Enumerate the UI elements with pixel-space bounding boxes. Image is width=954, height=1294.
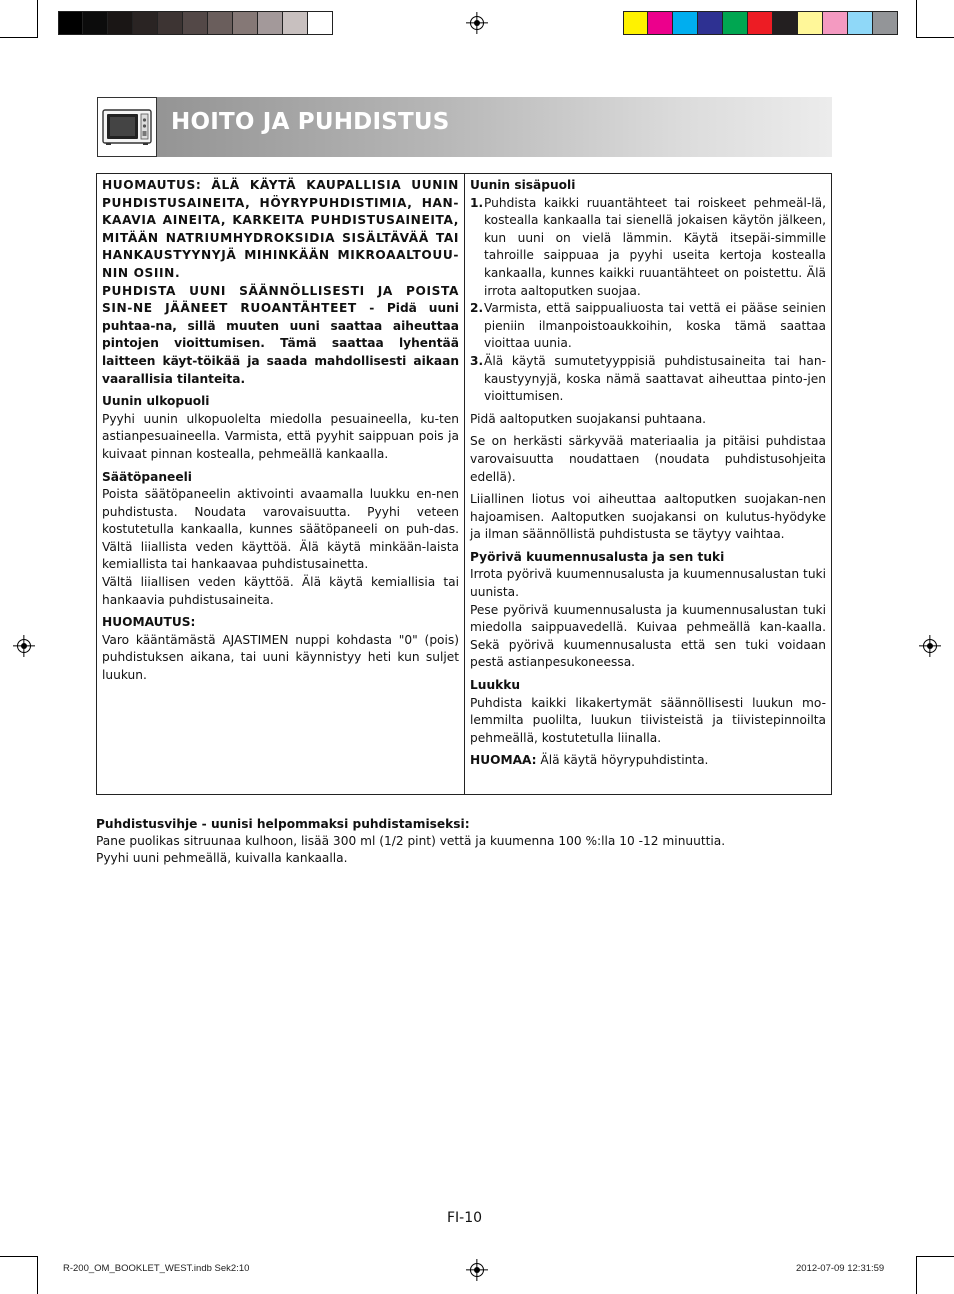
crop-mark	[916, 37, 954, 38]
turntable-text-2: Pese pyörivä kuumennusalusta ja kuumennusalustan tuki miedolla saippuavedellä. Kuivaa pehmeällä kan-kaalla. Sekä pyörivä kuumennusalusta että sen tuki voidaan pestä astianpesukoneessa.	[470, 602, 826, 670]
cover-text-2: Se on herkästi särkyvää materiaalia ja pitäisi puhdistaa varovaisuutta noudattaen (noudata puhdistusohjeita edellä).	[470, 434, 826, 484]
color-swatch	[773, 11, 798, 35]
process-color-bar	[623, 11, 898, 35]
color-swatch	[83, 11, 108, 35]
color-swatch	[848, 11, 873, 35]
color-swatch	[673, 11, 698, 35]
turntable-text: Irrota pyörivä kuumennusalusta ja kuumennusalustan tuki uunista.	[470, 567, 826, 600]
color-swatch	[233, 11, 258, 35]
color-swatch	[208, 11, 233, 35]
crop-mark	[0, 37, 38, 38]
tip-line: Pyyhi uuni pehmeällä, kuivalla kankaalla.	[96, 851, 348, 865]
crop-mark	[37, 1256, 38, 1294]
registration-mark-icon	[470, 16, 484, 30]
warning-text: HUOMAUTUS: ÄLÄ KÄYTÄ KAUPALLISIA UUNIN PUHDISTUSAINEITA, HÖYRYPUHDISTIMIA, HAN-KAAVIA AINEITA, KARKEITA PUHDISTUSAINEITA, MITÄÄN NATRIUMHYDROKSIDIA SISÄLTÄVÄÄ TAI HANKAUSTYYNYJÄ MIHINKÄÄN MIKROAALTOUU-NIN OSIIN.	[102, 178, 459, 280]
color-swatch	[748, 11, 773, 35]
color-swatch	[133, 11, 158, 35]
color-swatch	[258, 11, 283, 35]
column-divider	[464, 173, 465, 795]
color-swatch	[158, 11, 183, 35]
tip-line: Pane puolikas sitruunaa kulhoon, lisää 300 ml (1/2 pint) vettä ja kuumenna 100 %:lla 10 -12 minuuttia.	[96, 834, 726, 848]
registration-mark-icon	[470, 1263, 484, 1277]
left-column	[102, 177, 459, 685]
cover-text-3: Liiallinen liotus voi aiheuttaa aaltoputken suojakan-nen hajoamisen. Aaltoputken suojakansi on kulutus-hyödyke ja ilman säännöllistä puhdistusta se täytyy vaihtaa.	[470, 492, 826, 542]
color-swatch	[283, 11, 308, 35]
color-swatch	[183, 11, 208, 35]
color-swatch	[873, 11, 898, 35]
registration-mark-icon	[17, 639, 31, 653]
color-swatch	[648, 11, 673, 35]
note-text: Varo kääntämästä AJASTIMEN nuppi kohdasta "0" (pois) puhdistuksen aikana, tai uuni käynnistyy heti kun suljet luukun.	[102, 632, 459, 683]
microwave-icon	[97, 97, 157, 157]
color-swatch	[58, 11, 83, 35]
panel-text-2: Vältä liiallisen veden käyttöä. Älä käytä kemiallisia tai hankaavia puhdistusaineita.	[102, 575, 459, 607]
tip-heading: Puhdistusvihje - uunisi helpommaksi puhdistamiseksi:	[96, 817, 470, 831]
crop-mark	[916, 0, 917, 38]
color-swatch	[623, 11, 648, 35]
note-heading: HUOMAUTUS:	[102, 615, 196, 630]
panel-text: Poista säätöpaneelin aktivointi avaamalla luukku en-nen puhdistusta. Noudata varovaisuutta. Pyyhi veteen kostutetulla kankaalla, kunnes säätöpaneeli on puh-das. Vältä liiallista veden käyttöä. Älä käytä minkään-laista kemiallista tai hankaavaa puhdistusainetta.	[102, 487, 459, 572]
grayscale-color-bar	[58, 11, 333, 35]
clean-regularly-text: PUHDISTA UUNI SÄÄNNÖLLISESTI JA POISTA SIN-NE JÄÄNEET RUOANTÄHTEET - Pidä uuni puhtaa-na, sillä muuten uuni saattaa aiheuttaa pintojen vioittumisen. Tämä saattaa lyhentää laitteen käyt-töikää ja saada mahdollisesti aikaan vaarallisia tilanteita.	[102, 283, 459, 386]
color-swatch	[108, 11, 133, 35]
outside-text: Pyyhi uunin ulkopuolelta miedolla pesuaineella, ku-ten astianpesuaineella. Varmista, että pyyhit saippuan pois ja kuivaat pinnan kostealla, pehmeällä kankaalla.	[102, 411, 459, 461]
door-heading: Luukku	[470, 678, 521, 693]
color-swatch	[823, 11, 848, 35]
list-item: 1. Puhdista kaikki ruuantähteet tai roiskeet pehmeäl-lä, kostealla kankaalla tai sienellä jokaisen käytön jälkeen, kun uuni on vielä lämmin. Käytä itsepäi-simmille tahroille saippuaa ja pyyhi useita kertoja kostealla kankaalla, kunnes kaikki ruuantähteet on poistettu. Älä irrota aaltoputken suojaa.	[470, 195, 826, 298]
list-item: 3. Älä käytä sumutetyyppisiä puhdistusaineita tai han-kaustyynyjä, koska nämä saattavat aiheuttaa pinto-jen vioittumisen.	[470, 353, 826, 404]
page-title: HOITO JA PUHDISTUS	[171, 109, 450, 135]
footer-timestamp: 2012-07-09 12:31:59	[796, 1263, 885, 1274]
panel-heading: Säätöpaneeli	[102, 469, 192, 484]
crop-mark	[37, 0, 38, 38]
color-swatch	[308, 11, 333, 35]
door-text: Puhdista kaikki likakertymät säännöllisesti luukun mo-lemmilta puolilta, luukun tiivisteistä ja tiivistepinnoilta pehmeällä, kostutetulla liinalla.	[470, 695, 826, 745]
cover-text: Pidä aaltoputken suojakansi puhtaana.	[470, 411, 707, 426]
registration-mark-icon	[923, 639, 937, 653]
turntable-heading: Pyörivä kuumennusalusta ja sen tuki	[470, 549, 725, 564]
color-swatch	[798, 11, 823, 35]
cleaning-tip	[96, 816, 836, 867]
crop-mark	[916, 1256, 954, 1257]
page-number: FI-10	[447, 1210, 483, 1226]
color-swatch	[698, 11, 723, 35]
crop-mark	[916, 1256, 917, 1294]
list-item: 2. Varmista, että saippualiuosta tai vettä ei pääse seinien pieniin ilmanpoistoaukkoihin, koska tämä saattaa vioittaa uunia.	[470, 301, 826, 351]
crop-mark	[0, 1256, 38, 1257]
inside-heading: Uunin sisäpuoli	[470, 178, 576, 192]
footer-file-info: R-200_OM_BOOKLET_WEST.indb Sek2:10	[63, 1263, 250, 1274]
color-swatch	[723, 11, 748, 35]
right-column	[470, 177, 826, 770]
door-note: HUOMAA: Älä käytä höyrypuhdistinta.	[470, 753, 709, 768]
outside-heading: Uunin ulkopuoli	[102, 394, 210, 409]
